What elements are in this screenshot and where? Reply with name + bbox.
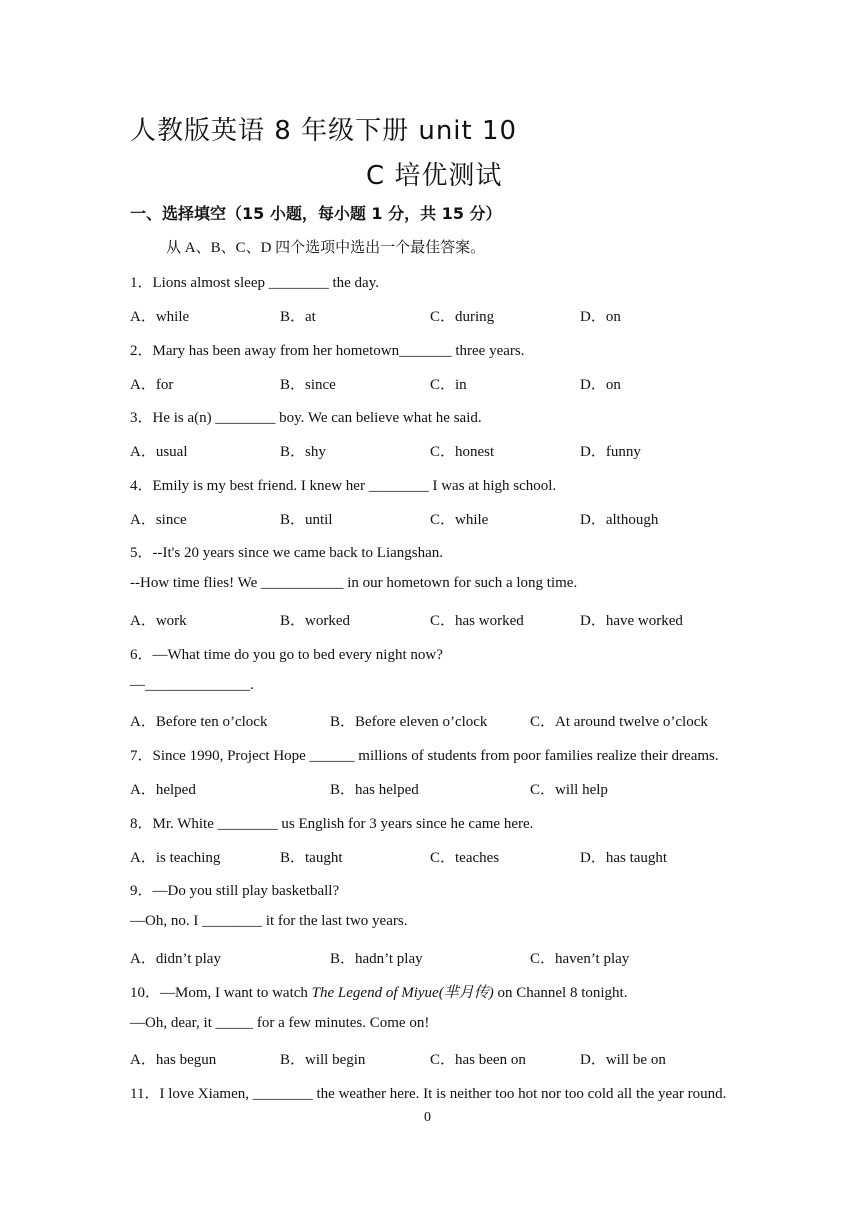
option-d: D．has taught [580, 850, 668, 866]
question-stem: 9．—Do you still play basketball? [130, 883, 340, 899]
option-c: C．has been on [430, 1052, 526, 1068]
question-stem: 5．--It's 20 years since we came back to Liangshan. [130, 545, 444, 561]
page-number: 0 [424, 1110, 431, 1125]
option-c: C．during [430, 309, 495, 325]
question-stem-continued: —______________. [130, 677, 254, 693]
option-c: C．has worked [430, 613, 524, 629]
document-title-line1: 人教版英语 8 年级下册 unit 10 [130, 116, 518, 146]
option-a: A．helped [130, 782, 196, 798]
question-stem: 2．Mary has been away from her hometown_______ three years. [130, 343, 525, 359]
option-b: B．until [280, 512, 333, 528]
option-d: D．funny [580, 444, 641, 460]
option-c: C．honest [430, 444, 495, 460]
option-c: C．haven’t play [530, 951, 630, 967]
option-a: A．has begun [130, 1052, 217, 1068]
option-b: B．worked [280, 613, 350, 629]
option-b: B．has helped [330, 782, 419, 798]
question-stem: 8．Mr. White ________ us English for 3 years since he came here. [130, 816, 534, 832]
option-d: D．although [580, 512, 659, 528]
option-c: C．in [430, 377, 467, 393]
question-stem-continued: --How time flies! We ___________ in our hometown for such a long time. [130, 575, 578, 591]
option-b: B．will begin [280, 1052, 366, 1068]
question-stem: 3．He is a(n) ________ boy. We can believe what he said. [130, 410, 482, 426]
option-d: D．have worked [580, 613, 683, 629]
option-d: D．on [580, 309, 621, 325]
option-b: B．shy [280, 444, 326, 460]
question-stem-continued: —Oh, dear, it _____ for a few minutes. Come on! [130, 1015, 430, 1031]
question-stem: 7．Since 1990, Project Hope ______ millions of students from poor families realize their dreams. [130, 748, 719, 764]
option-d: D．on [580, 377, 621, 393]
section-instruction: 从 A、B、C、D 四个选项中选出一个最佳答案。 [166, 240, 486, 256]
option-a: A．while [130, 309, 190, 325]
option-a: A．didn’t play [130, 951, 221, 967]
question-stem-text: 10．—Mom, I want to watch [130, 985, 312, 1001]
question-stem: 6．—What time do you go to bed every night now? [130, 647, 443, 663]
question-stem-continued: —Oh, no. I ________ it for the last two years. [130, 913, 408, 929]
question-stem [130, 981, 627, 1002]
option-a: A．work [130, 613, 187, 629]
option-a: A．for [130, 377, 174, 393]
option-d: D．will be on [580, 1052, 666, 1068]
option-c: C．will help [530, 782, 608, 798]
question-stem: 4．Emily is my best friend. I knew her ________ I was at high school. [130, 478, 557, 494]
option-b: B．at [280, 309, 316, 325]
option-b: B．since [280, 377, 336, 393]
option-c: C．while [430, 512, 489, 528]
option-b: B．hadn’t play [330, 951, 423, 967]
question-stem: 1．Lions almost sleep ________ the day. [130, 275, 379, 291]
movie-title: The Legend of Miyue(芈月传) [311, 985, 494, 1001]
option-a: A．since [130, 512, 187, 528]
option-c: C．At around twelve o’clock [530, 714, 708, 730]
option-a: A．is teaching [130, 850, 221, 866]
section-heading: 一、选择填空（15 小题，每小题 1 分，共 15 分） [130, 204, 502, 223]
option-b: B．taught [280, 850, 343, 866]
option-a: A．Before ten o’clock [130, 714, 268, 730]
document-title-line2: C 培优测试 [366, 161, 503, 191]
question-stem-text: on Channel 8 tonight. [493, 985, 628, 1001]
option-b: B．Before eleven o’clock [330, 714, 488, 730]
option-c: C．teaches [430, 850, 500, 866]
question-stem: 11．I love Xiamen, ________ the weather here. It is neither too hot nor too cold all the year round. [130, 1086, 727, 1102]
option-a: A．usual [130, 444, 188, 460]
